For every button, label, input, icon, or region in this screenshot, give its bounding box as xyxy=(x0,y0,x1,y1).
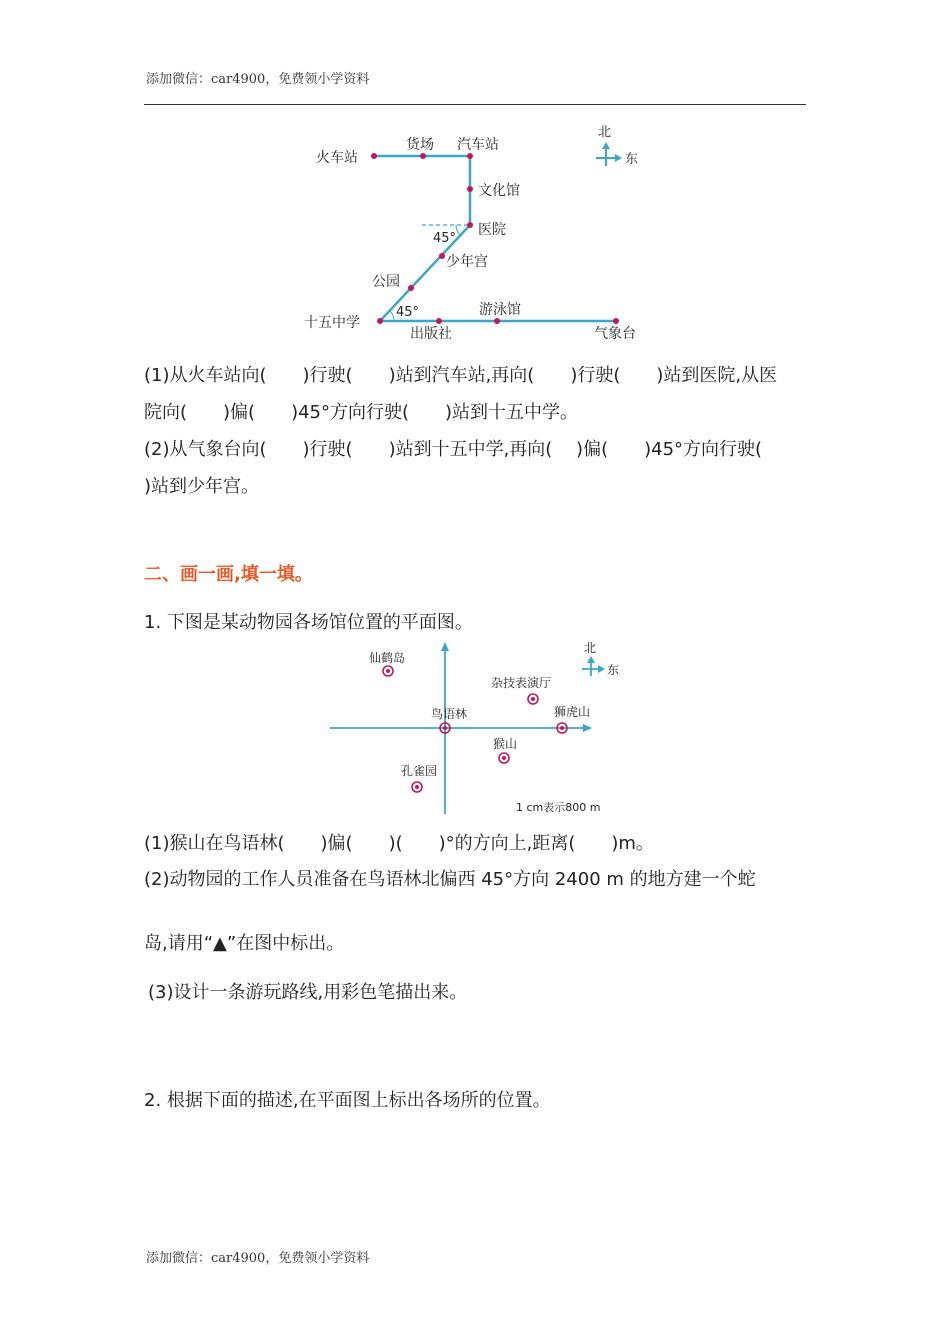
angle-label-bottom: 45° xyxy=(396,305,420,320)
q1-line1: (1)从火车站向( )行驶( )站到汽车站,再向( )行驶( )站到医院,从医 xyxy=(144,365,778,386)
label-bird-forest: 鸟语林 xyxy=(431,707,468,721)
label-publisher: 出版社 xyxy=(410,326,452,342)
dot-bus-station xyxy=(467,153,473,159)
label-school15: 十五中学 xyxy=(304,315,360,331)
dot-park xyxy=(408,285,414,291)
compass-north-label: 北 xyxy=(598,125,612,140)
dot-train-station xyxy=(371,153,377,159)
label-park: 公园 xyxy=(372,274,400,290)
p1-question-a: (1)猴山在鸟语林( )偏( )( )°的方向上,距离( )m。 xyxy=(144,833,654,854)
p1-question-c: (3)设计一条游玩路线,用彩色笔描出来。 xyxy=(148,982,468,1003)
label-culture-hall: 文化馆 xyxy=(478,183,520,199)
page-header: 添加微信：car4900，免费领小学资料 xyxy=(146,72,370,87)
p1-question-b-line2: 岛,请用“▲”在图中标出。 xyxy=(144,933,345,954)
dot-swimming-hall xyxy=(494,318,500,324)
dot-publisher xyxy=(436,318,442,324)
label-bus-station: 汽车站 xyxy=(457,137,499,153)
angle-arc-bottom xyxy=(390,311,394,321)
label-lion-mountain: 狮虎山 xyxy=(554,705,591,719)
section-title: 二、画一画,填一填。 xyxy=(144,564,313,585)
p1-question-b-line1: (2)动物园的工作人员准备在鸟语林北偏西 45°方向 2400 m 的地方建一个蛇 xyxy=(144,869,756,890)
zoo-map-figure xyxy=(326,636,626,818)
dot-youth-palace xyxy=(439,253,445,259)
dot-school15 xyxy=(377,318,383,324)
route-map-figure xyxy=(296,118,686,350)
label-hospital: 医院 xyxy=(478,222,506,238)
label-youth-palace: 少年宫 xyxy=(446,254,488,270)
dot-culture-hall xyxy=(467,186,473,192)
label-cargo-yard: 货场 xyxy=(406,137,434,153)
dot-cargo-yard xyxy=(420,153,426,159)
problem2-title: 2. 根据下面的描述,在平面图上标出各场所的位置。 xyxy=(144,1090,551,1111)
q2-line1: (2)从气象台向( )行驶( )站到十五中学,再向( )偏( )45°方向行驶( xyxy=(144,439,763,460)
compass-east-label: 东 xyxy=(625,152,639,167)
label-swimming-hall: 游泳馆 xyxy=(479,302,521,318)
compass-north-label: 北 xyxy=(584,641,597,655)
label-crane-island: 仙鹤岛 xyxy=(369,651,406,665)
angle-label-top: 45° xyxy=(433,231,457,246)
route-line-top xyxy=(374,156,616,321)
label-peacock-park: 孔雀园 xyxy=(401,764,438,778)
label-train-station: 火车站 xyxy=(316,150,358,166)
label-weather-station: 气象台 xyxy=(594,326,636,342)
q1-line2: 院向( )偏( )45°方向行驶( )站到十五中学。 xyxy=(144,402,579,423)
label-monkey-mountain: 猴山 xyxy=(493,737,518,751)
angle-arc-top xyxy=(456,225,460,235)
dot-hospital xyxy=(467,222,473,228)
scale-label: 1 cm表示800 m xyxy=(516,801,601,814)
compass-east-label: 东 xyxy=(607,663,620,677)
header-divider xyxy=(144,104,806,105)
q2-line2: )站到少年宫。 xyxy=(144,476,260,497)
dot-weather-station xyxy=(613,318,619,324)
page-footer: 添加微信：car4900，免费领小学资料 xyxy=(146,1251,370,1266)
problem1-title: 1. 下图是某动物园各场馆位置的平面图。 xyxy=(144,612,473,633)
label-acrobatics-hall: 杂技表演厅 xyxy=(491,676,552,690)
